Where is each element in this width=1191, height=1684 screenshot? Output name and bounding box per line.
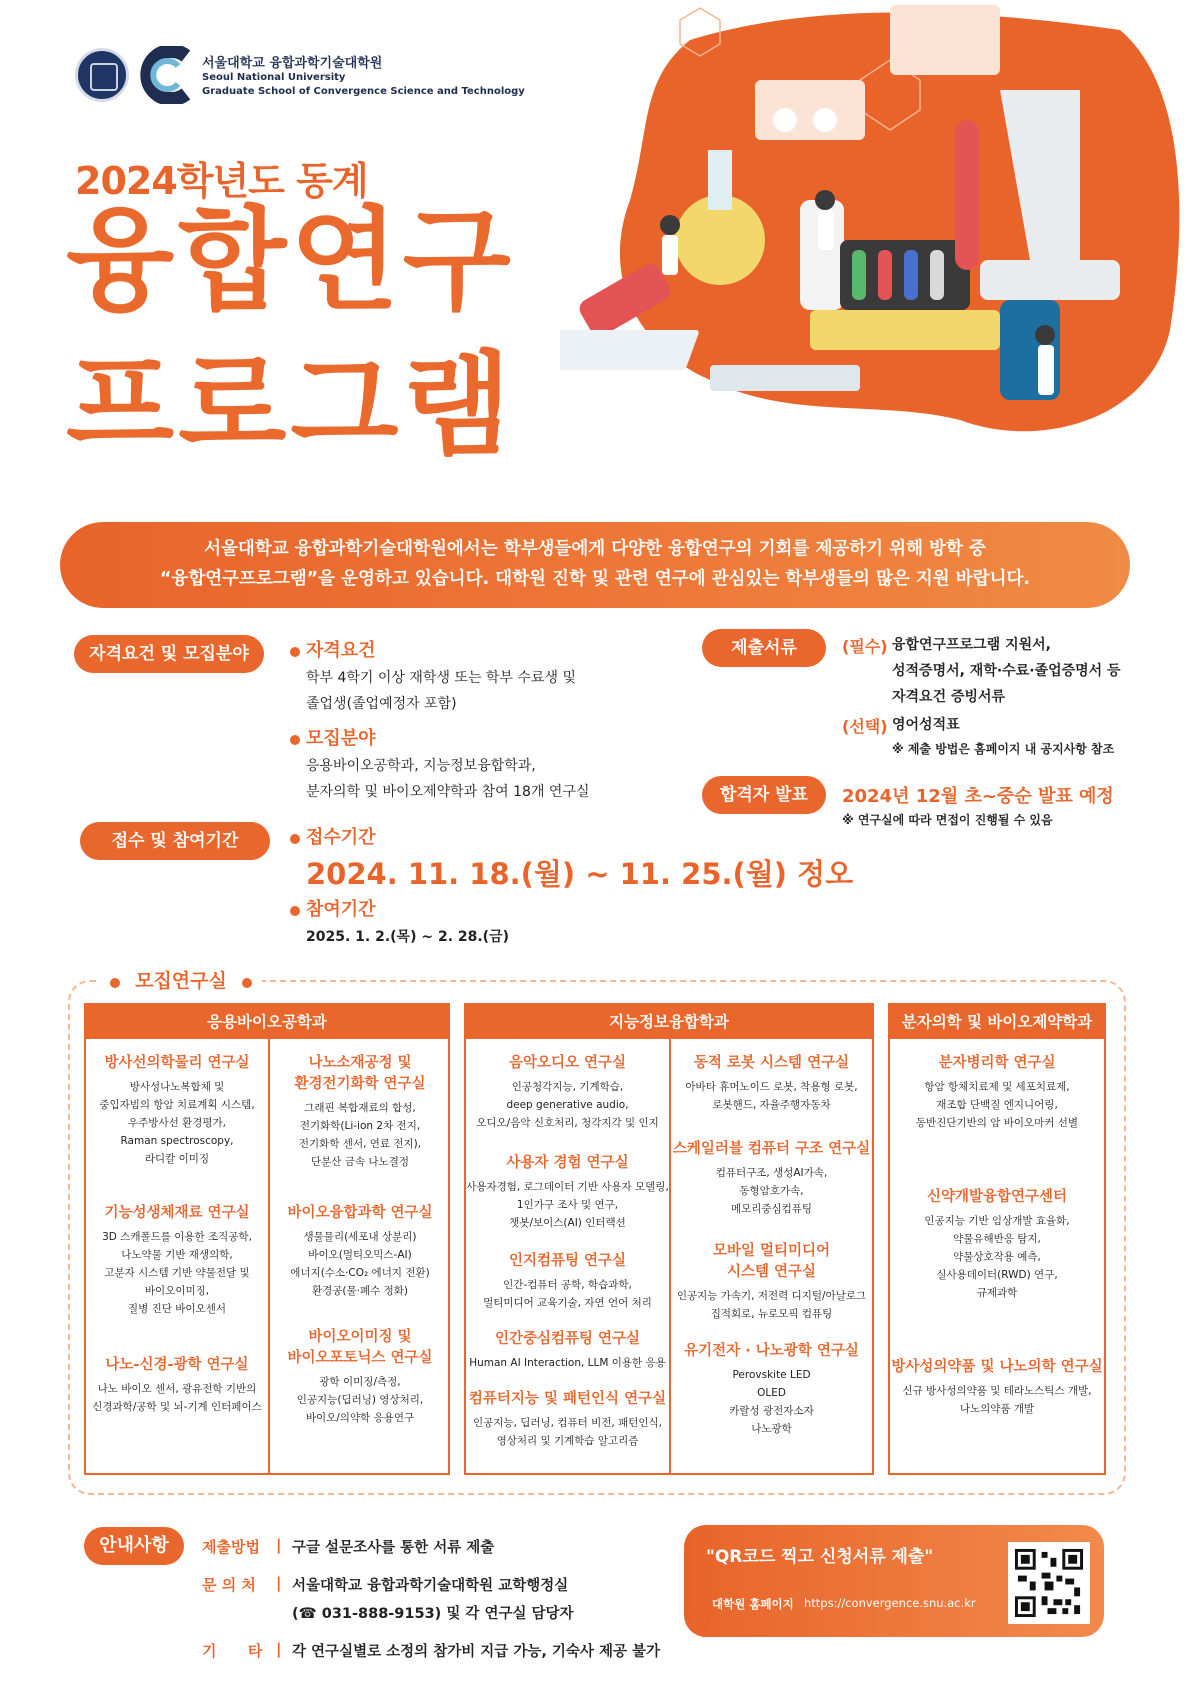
lab-item xyxy=(270,1327,450,1427)
lab-name: 방사선의학물리 연구실 xyxy=(104,1055,250,1071)
homepage-url[interactable]: https://convergence.snu.ac.kr xyxy=(804,1596,976,1610)
lab-name: 인지컴퓨팅 연구실 xyxy=(508,1253,627,1269)
requirement-line2: 졸업생(졸업예정자 포함) xyxy=(306,696,457,712)
lab-name: 신약개발융합연구센터 xyxy=(926,1189,1068,1205)
lab-item xyxy=(466,1389,669,1450)
lab-name: 유기전자 · 나노광학 연구실 xyxy=(684,1343,859,1359)
field-heading: 모집분야 xyxy=(306,728,376,749)
lab-item xyxy=(671,1053,872,1114)
participation-value: 2025. 1. 2.(목) ~ 2. 28.(금) xyxy=(306,929,510,945)
lab-item xyxy=(270,1203,450,1300)
bullet-dot xyxy=(290,647,300,657)
program-title-line1: 융합연구 xyxy=(66,196,515,326)
dept-molecular-medicine-header: 분자의학 및 바이오제약학과 xyxy=(890,1005,1104,1039)
gsct-logo-icon xyxy=(138,46,194,104)
required-line2: 성적증명서, 재학·수료·졸업증명서 등 xyxy=(892,663,1121,679)
lab-item xyxy=(86,1355,268,1416)
submit-method-label: 제출방법 xyxy=(202,1538,260,1556)
lab-desc: 신규 방사성의약품 및 테라노스틱스 개발, 나노의약품 개발 xyxy=(902,1385,1092,1415)
etc-label: 기 타 xyxy=(202,1642,263,1660)
lab-name: 방사성의약품 및 나노의학 연구실 xyxy=(891,1359,1103,1375)
etc-text: 각 연구실별로 소정의 참가비 지급 가능, 기숙사 제공 불가 xyxy=(292,1644,661,1660)
lab-desc: 생물물리(세포내 상분리) 바이오(멀티오믹스-AI) 에너지(수소·CO₂ 에너지 전환) 환경공(물·폐수 정화) xyxy=(290,1231,430,1297)
lab-name: 동적 로봇 시스템 연구실 xyxy=(693,1055,850,1071)
lab-item xyxy=(86,1053,268,1168)
qualification-pill: 자격요건 및 모집분야 xyxy=(74,635,264,673)
lab-desc: 3D 스캐폴드를 이용한 조직공학, 나노약물 기반 재생의학, 고분자 시스템 기반 약물전달 및 바이오이미징, 질병 진단 바이오센서 xyxy=(102,1231,252,1315)
lab-item xyxy=(671,1341,872,1438)
contact-label: 문 의 처 xyxy=(202,1576,256,1594)
lab-name: 나노-신경-광학 연구실 xyxy=(105,1357,249,1373)
bullet-dot xyxy=(290,834,300,844)
result-pill: 합격자 발표 xyxy=(702,776,826,814)
school-name-en-line1: Seoul National University xyxy=(202,72,346,83)
intro-line2: “융합연구프로그램”을 운영하고 있습니다. 대학원 진학 및 관련 연구에 관심있는 학부생들의 많은 지원 바랍니다. xyxy=(159,569,1031,589)
apply-period-heading: 접수기간 xyxy=(306,827,376,848)
lab-name: 컴퓨터지능 및 패턴인식 연구실 xyxy=(468,1391,667,1407)
required-label: (필수) xyxy=(842,637,888,656)
qr-callout-title: "QR코드 찍고 신청서류 제출" xyxy=(706,1547,934,1567)
lab-name: 모바일 멀티미디어 시스템 연구실 xyxy=(712,1243,831,1280)
required-line1: 융합연구프로그램 지원서, xyxy=(892,637,1051,653)
requirement-line1: 학부 4학기 이상 재학생 또는 학부 수료생 및 xyxy=(306,670,576,686)
lab-name: 분자병리학 연구실 xyxy=(938,1055,1056,1071)
field-line2: 분자의학 및 바이오제약학과 참여 18개 연구실 xyxy=(306,784,590,800)
lab-item xyxy=(466,1251,669,1312)
period-pill: 접수 및 참여기간 xyxy=(80,822,270,860)
lab-item xyxy=(86,1203,268,1318)
lab-desc: Perovskite LED OLED 카랄성 광전자소자 나노광학 xyxy=(729,1369,814,1435)
apply-period-value: 2024. 11. 18.(월) ~ 11. 25.(월) 정오 xyxy=(306,857,854,891)
lab-item xyxy=(466,1153,669,1232)
optional-value: 영어성적표 xyxy=(892,717,960,733)
contact-text: 서울대학교 융합과학기술대학원 교학행정실 xyxy=(292,1578,569,1594)
dept-molecular-medicine-column xyxy=(888,1003,1106,1475)
program-season: 2024학년도 동계 xyxy=(75,159,368,203)
documents-pill: 제출서류 xyxy=(702,629,826,667)
intro-line1: 서울대학교 융합과학기술대학원에서는 학부생들에게 다양한 융합연구의 기회를 제공하기 위해 방학 중 xyxy=(204,539,986,559)
lab-item xyxy=(671,1139,872,1218)
separator: | xyxy=(276,1536,282,1554)
lab-desc: 컴퓨터구조, 생성AI가속, 동형암호가속, 메모리중심컴퓨팅 xyxy=(715,1167,828,1215)
bullet-dot xyxy=(290,735,300,745)
submit-method-text: 구글 설문조사를 통한 서류 제출 xyxy=(292,1540,495,1556)
lab-desc: 사용자경험, 로그데이터 기반 사용자 모델링, 1인가구 조사 및 연구, 챗봇/보이스(AI) 인터랙션 xyxy=(466,1181,669,1229)
lab-desc: 나노 바이오 센서, 광유전학 기반의 신경과학/공학 및 뇌-기계 인터페이스 xyxy=(92,1383,262,1413)
lab-item xyxy=(466,1053,669,1132)
lab-illustration xyxy=(560,0,1190,470)
snu-seal-logo xyxy=(75,48,129,102)
lab-desc: 그래핀 복합재료의 합성, 전기화학(Li-ion 2차 전지, 전기화학 센서, 연료 전지), 단분산 금속 나노결정 xyxy=(298,1102,422,1168)
lab-item xyxy=(671,1241,872,1323)
lab-item xyxy=(466,1329,669,1372)
lab-desc: 인공지능 가속기, 저전력 디지털/아날로그 집적회로, 뉴로모픽 컴퓨팅 xyxy=(676,1290,867,1320)
lab-name: 나노소재공정 및 환경전기화학 연구실 xyxy=(294,1055,426,1092)
result-note: ※ 연구실에 따라 면접이 진행될 수 있음 xyxy=(842,813,1053,827)
dept-intelligence-header: 지능정보융합학과 xyxy=(466,1005,872,1039)
lab-name: 음악오디오 연구실 xyxy=(508,1055,627,1071)
lab-desc: 방사성나노복합체 및 중입자빔의 항암 치료계획 시스템, 우주방사선 환경평가, Raman spectroscopy, 라디칼 이미징 xyxy=(99,1081,255,1165)
dept-applied-bio-header: 응용바이오공학과 xyxy=(86,1005,448,1039)
result-value: 2024년 12월 초~중순 발표 예정 xyxy=(842,786,1114,807)
lab-section-title-text: 모집연구실 xyxy=(135,970,227,992)
lab-item xyxy=(890,1357,1104,1418)
lab-desc: 인간-컴퓨터 공학, 학습과학, 멀티미디어 교육기술, 자연 언어 처리 xyxy=(483,1279,652,1309)
contact-phone: (☎ 031-888-9153) 및 각 연구실 담당자 xyxy=(292,1606,574,1622)
lab-name: 인간중심컴퓨팅 연구실 xyxy=(494,1331,641,1347)
school-name-en-line2: Graduate School of Convergence Science and Technology xyxy=(202,86,525,97)
lab-name: 바이오융합과학 연구실 xyxy=(287,1205,433,1221)
program-title-line2: 프로그램 xyxy=(66,341,515,471)
participation-heading: 참여기간 xyxy=(306,899,376,920)
lab-desc: 아바타 휴머노이드 로봇, 착용형 로봇, 로봇핸드, 자율주행자동차 xyxy=(685,1081,858,1111)
bullet-dot xyxy=(242,978,252,988)
lab-name: 스케일러블 컴퓨터 구조 연구실 xyxy=(672,1141,871,1157)
required-line3: 자격요건 증빙서류 xyxy=(892,689,1006,705)
school-name-kr: 서울대학교 융합과학기술대학원 xyxy=(202,56,383,71)
lab-name: 기능성생체재료 연구실 xyxy=(104,1205,250,1221)
lab-desc: 광학 이미징/측정, 인공지능(딥러닝) 영상처리, 바이오/의약학 응용연구 xyxy=(296,1376,424,1424)
lab-name: 사용자 경험 연구실 xyxy=(506,1155,629,1171)
lab-desc: 항암 항체치료제 및 세포치료제, 재조합 단백질 엔지니어링, 동반진단기반의 암 바이오마커 선별 xyxy=(915,1081,1079,1129)
qr-code-icon[interactable] xyxy=(1008,1542,1090,1624)
separator: | xyxy=(276,1574,282,1592)
separator: | xyxy=(276,1640,282,1658)
lab-desc: Human AI Interaction, LLM 이용한 응용 xyxy=(469,1357,666,1369)
optional-label: (선택) xyxy=(842,717,888,736)
dept-applied-bio-column xyxy=(84,1003,450,1475)
lab-desc: 인공지능, 딥러닝, 컴퓨터 비전, 패턴인식, 영상처리 및 기계학습 알고리즘 xyxy=(473,1417,662,1447)
lab-desc: 인공청각지능, 기계학습, deep generative audio, 오디오/음악 신호처리, 청각지각 및 인지 xyxy=(476,1081,659,1129)
lab-name: 바이오이미징 및 바이오포토닉스 연구실 xyxy=(287,1329,433,1366)
requirement-heading: 자격요건 xyxy=(306,640,376,661)
intro-banner xyxy=(60,522,1130,608)
lab-section-title xyxy=(100,966,262,996)
dept-intelligence-column xyxy=(464,1003,874,1475)
lab-item xyxy=(890,1053,1104,1132)
lab-item xyxy=(270,1053,450,1171)
notice-pill: 안내사항 xyxy=(84,1527,184,1565)
bullet-dot xyxy=(110,978,120,988)
field-line1: 응용바이오공학과, 지능정보융합학과, xyxy=(306,758,536,774)
optional-note: ※ 제출 방법은 홈페이지 내 공지사항 참조 xyxy=(892,742,1115,756)
lab-desc: 인공지능 기반 임상개발 효율화, 약물유해반응 탐지, 약물상호작용 예측, 실사용데이터(RWD) 연구, 규제과학 xyxy=(924,1215,1070,1299)
bullet-dot xyxy=(290,906,300,916)
lab-item xyxy=(890,1187,1104,1302)
homepage-label: 대학원 홈페이지 xyxy=(712,1597,794,1611)
